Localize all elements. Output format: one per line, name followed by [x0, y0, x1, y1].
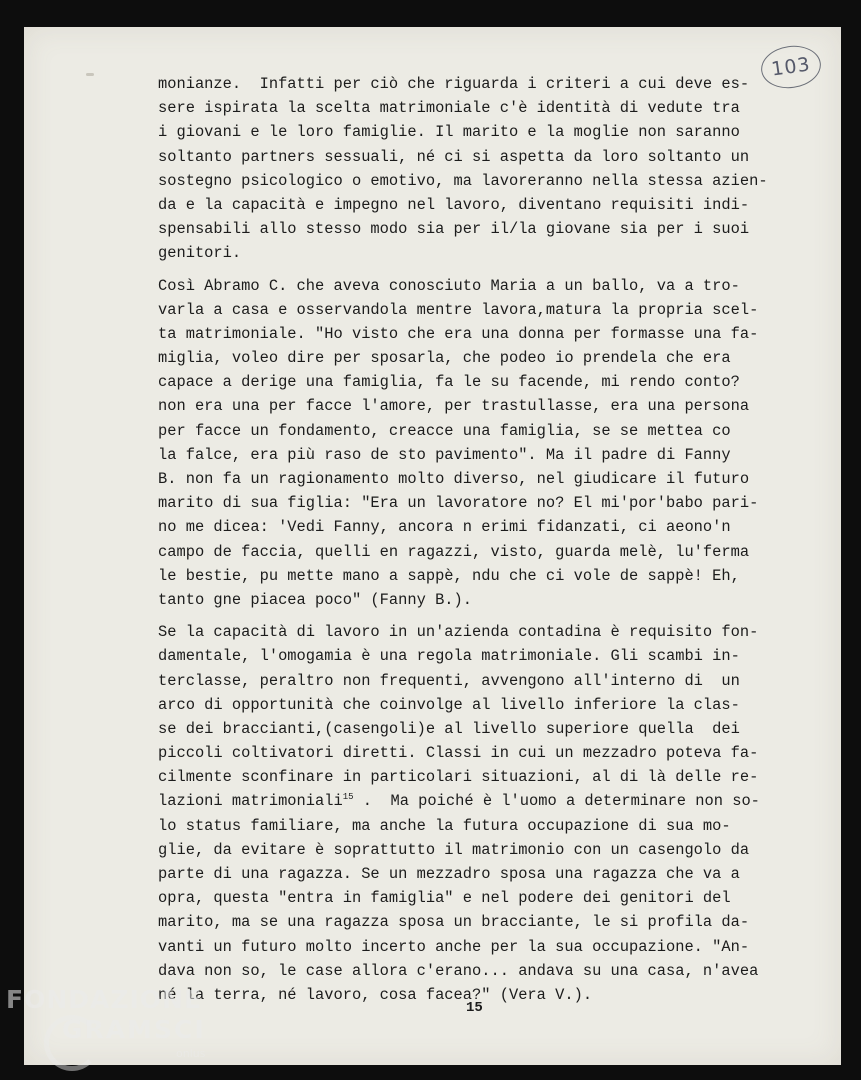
text-line: tanto gne piacea poco" (Fanny B.). [158, 590, 473, 609]
text-line: cilmente sconfinare in particolari situazioni, al di là delle re- [158, 768, 759, 787]
text-line: dava non so, le case allora c'erano... andava su una casa, n'avea [158, 961, 759, 980]
text-line: campo de faccia, quelli en ragazzi, visto, guarda melè, lu'ferma [158, 542, 750, 561]
text-line: damentale, l'omogamia è una regola matrimoniale. Gli scambi in- [158, 647, 740, 666]
paragraph [158, 72, 798, 266]
text-line: arco di opportunità che coinvolge al livello inferiore la clas- [158, 695, 740, 714]
watermark-subtitle: GRAMSCI [62, 1015, 206, 1044]
text-line: le bestie, pu mette mano a sappè, ndu che ci vole de sappè! Eh, [158, 566, 740, 585]
text-line: ta matrimoniale. "Ho visto che era una donna per formasse una fa- [158, 324, 759, 343]
text-line: glie, da evitare è soprattutto il matrimonio con un casengolo da [158, 840, 750, 859]
text-line: opra, questa "entra in famiglia" e nel podere dei genitori del [158, 889, 731, 908]
text-line: vanti un futuro molto incerto anche per la sua occupazione. "An- [158, 937, 750, 956]
text-line: marito, ma se una ragazza sposa un bracciante, le si profila da- [158, 913, 750, 932]
text-line: no me dicea: 'Vedi Fanny, ancora n erimi fidanzati, ci aeono'n [158, 518, 731, 537]
text-line: piccoli coltivatori diretti. Classi in cui un mezzadro poteva fa- [158, 744, 759, 763]
text-line: B. non fa un ragionamento molto diverso, nel giudicare il futuro [158, 470, 750, 488]
text-span: . Ma poiché è l'uomo a determinare non so- [353, 792, 760, 811]
text-line-with-footnote [158, 789, 798, 813]
watermark [6, 985, 246, 1080]
paragraph [158, 620, 798, 1007]
text-line: miglia, voleo dire per sposarla, che podeo io prendela che era [158, 349, 731, 368]
page-number: 15 [466, 1000, 483, 1016]
text-line: spensabili allo stesso modo sia per il/la giovane sia per i suoi [158, 220, 750, 239]
text-line: non era una per facce l'amore, per trastullasse, era una persona [158, 397, 750, 416]
text-line: lo status familiare, ma anche la futura occupazione di sua mo- [158, 816, 731, 835]
paragraph [158, 274, 798, 613]
text-line: marito di sua figlia: "Era un lavoratore no? El mi'por'babo pari- [158, 494, 759, 513]
text-line: Se la capacità di lavoro in un'azienda contadina è requisito fon- [158, 623, 759, 642]
text-line: monianze. Infatti per ciò che riguarda i criteri a cui deve es- [158, 75, 750, 93]
text-line: sere ispirata la scelta matrimoniale c'è identità di vedute tra [158, 99, 740, 118]
footnote-reference: 15 [342, 792, 354, 803]
handwritten-page-annotation: 103 [758, 42, 823, 92]
text-line: Così Abramo C. che aveva conosciuto Maria a un ballo, va a tro- [158, 276, 740, 295]
text-line: genitori. [158, 244, 242, 263]
text-line: per facce un fondamento, creacce una famiglia, se se mettea co [158, 421, 731, 440]
text-line: capace a derige una famiglia, fa le su facende, mi rendo conto? [158, 373, 740, 392]
watermark-tag: onlus [176, 1047, 206, 1060]
text-line: né la terra, né lavoro, cosa facea?" (Vera V.). [158, 985, 593, 1004]
text-line: i giovani e le loro famiglie. Il marito e la moglie non saranno [158, 123, 740, 142]
paper-speck [86, 73, 94, 76]
text-line: da e la capacità e impegno nel lavoro, diventano requisiti indi- [158, 195, 750, 214]
text-line: soltanto partners sessuali, né ci si aspetta da loro soltanto un [158, 147, 750, 166]
text-line: parte di una ragazza. Se un mezzadro sposa una ragazza che va a [158, 865, 740, 883]
text-line: terclasse, peraltro non frequenti, avvengono all'interno di un [158, 671, 740, 690]
text-line: sostegno psicologico o emotivo, ma lavoreranno nella stessa azien- [158, 171, 768, 190]
text-line: se dei braccianti,(casengoli)e al livello superiore quella dei [158, 719, 740, 738]
text-line: la falce, era più raso de sto pavimento". Ma il padre di Fanny [158, 445, 731, 464]
text-span: lazioni matrimoniali [158, 792, 343, 811]
text-line: varla a casa e osservandola mentre lavora,matura la propria scel- [158, 300, 759, 319]
watermark-title: FONDAZIONE [6, 985, 203, 1014]
document-body [158, 72, 798, 1007]
